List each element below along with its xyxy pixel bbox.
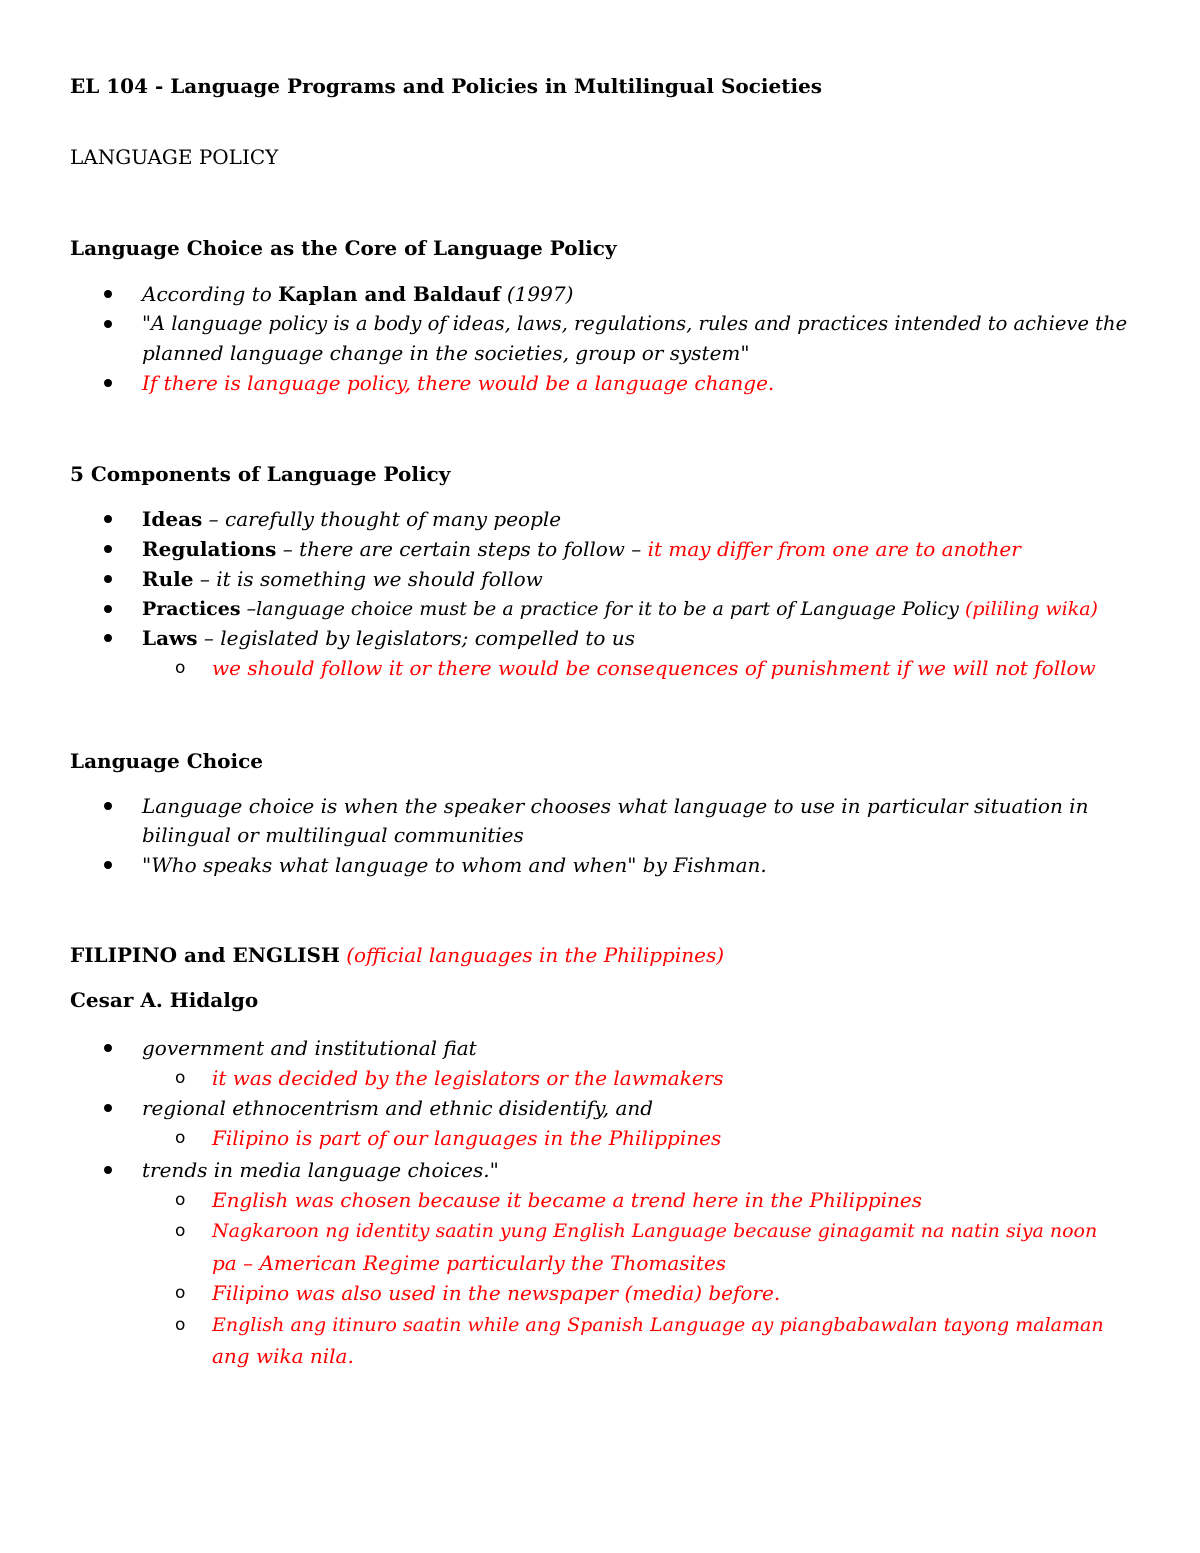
sub-list-item: Filipino was also used in the newspaper (media) before. xyxy=(212,1281,781,1305)
bullet-icon xyxy=(104,545,112,553)
list-item: regional ethnocentrism and ethnic disidentify, and xyxy=(142,1096,654,1120)
sub-bullet-icon: o xyxy=(175,1128,186,1148)
list-item: Laws – legislated by legislators; compelled to us xyxy=(142,626,635,650)
list-item: Language choice is when the speaker chooses what language to use in particular situation in xyxy=(142,794,1089,818)
list-item: If there is language policy, there would be a language change. xyxy=(142,371,775,395)
document-title: EL 104 - Language Programs and Policies in Multilingual Societies xyxy=(70,74,823,98)
bullet-icon xyxy=(104,515,112,523)
bullet-icon xyxy=(104,634,112,642)
list-item: Rule – it is something we should follow xyxy=(142,567,543,591)
list-item: Practices –language choice must be a practice for it to be a part of Language Policy (pililing wika) xyxy=(142,598,1098,620)
sub-bullet-icon: o xyxy=(175,1283,186,1303)
list-item: "Who speaks what language to whom and when" by Fishman. xyxy=(142,853,767,877)
list-item: Regulations – there are certain steps to follow – it may differ from one are to another xyxy=(142,537,1021,561)
sub-list-item: Nagkaroon ng identity saatin yung English Language because ginagamit na natin siya noon xyxy=(212,1220,1098,1242)
sub-list-item: English was chosen because it became a trend here in the Philippines xyxy=(212,1188,922,1212)
bullet-icon xyxy=(104,379,112,387)
sub-list-item: it was decided by the legislators or the lawmakers xyxy=(212,1066,724,1090)
sub-list-item: English ang itinuro saatin while ang Spanish Language ay piangbabawalan tayong malaman xyxy=(212,1314,1104,1336)
bullet-icon xyxy=(104,575,112,583)
bullet-icon xyxy=(104,1104,112,1112)
sub-list-item: we should follow it or there would be consequences of punishment if we will not follow xyxy=(212,656,1096,680)
list-item: trends in media language choices." xyxy=(142,1158,499,1182)
sub-bullet-icon: o xyxy=(175,1315,186,1335)
choice-heading: Language Choice xyxy=(70,749,264,773)
bullet-icon xyxy=(104,861,112,869)
bullet-icon xyxy=(104,320,112,328)
official-heading: FILIPINO and ENGLISH (official languages in the Philippines) xyxy=(70,943,725,967)
list-item-continuation: bilingual or multilingual communities xyxy=(142,823,524,847)
sub-bullet-icon: o xyxy=(175,1068,186,1088)
components-heading: 5 Components of Language Policy xyxy=(70,462,451,486)
sub-bullet-icon: o xyxy=(175,658,186,678)
list-item: government and institutional fiat xyxy=(142,1036,477,1060)
bullet-icon xyxy=(104,290,112,298)
sub-bullet-icon: o xyxy=(175,1190,186,1210)
sub-list-item: Filipino is part of our languages in the Philippines xyxy=(212,1126,722,1150)
list-item: Ideas – carefully thought of many people xyxy=(142,507,562,531)
sub-list-item-continuation: pa – American Regime particularly the Thomasites xyxy=(212,1251,727,1275)
author-heading: Cesar A. Hidalgo xyxy=(70,988,259,1012)
sub-bullet-icon: o xyxy=(175,1221,186,1241)
list-item-continuation: planned language change in the societies, group or system" xyxy=(142,341,750,365)
list-item: According to Kaplan and Baldauf (1997) xyxy=(142,282,574,306)
section-heading: LANGUAGE POLICY xyxy=(70,145,279,169)
core-heading: Language Choice as the Core of Language Policy xyxy=(70,236,617,260)
bullet-icon xyxy=(104,802,112,810)
bullet-icon xyxy=(104,1166,112,1174)
bullet-icon xyxy=(104,605,112,613)
list-item: "A language policy is a body of ideas, laws, regulations, rules and practices intended to achieve the xyxy=(142,312,1128,335)
sub-list-item-continuation: ang wika nila. xyxy=(212,1344,354,1368)
bullet-icon xyxy=(104,1044,112,1052)
